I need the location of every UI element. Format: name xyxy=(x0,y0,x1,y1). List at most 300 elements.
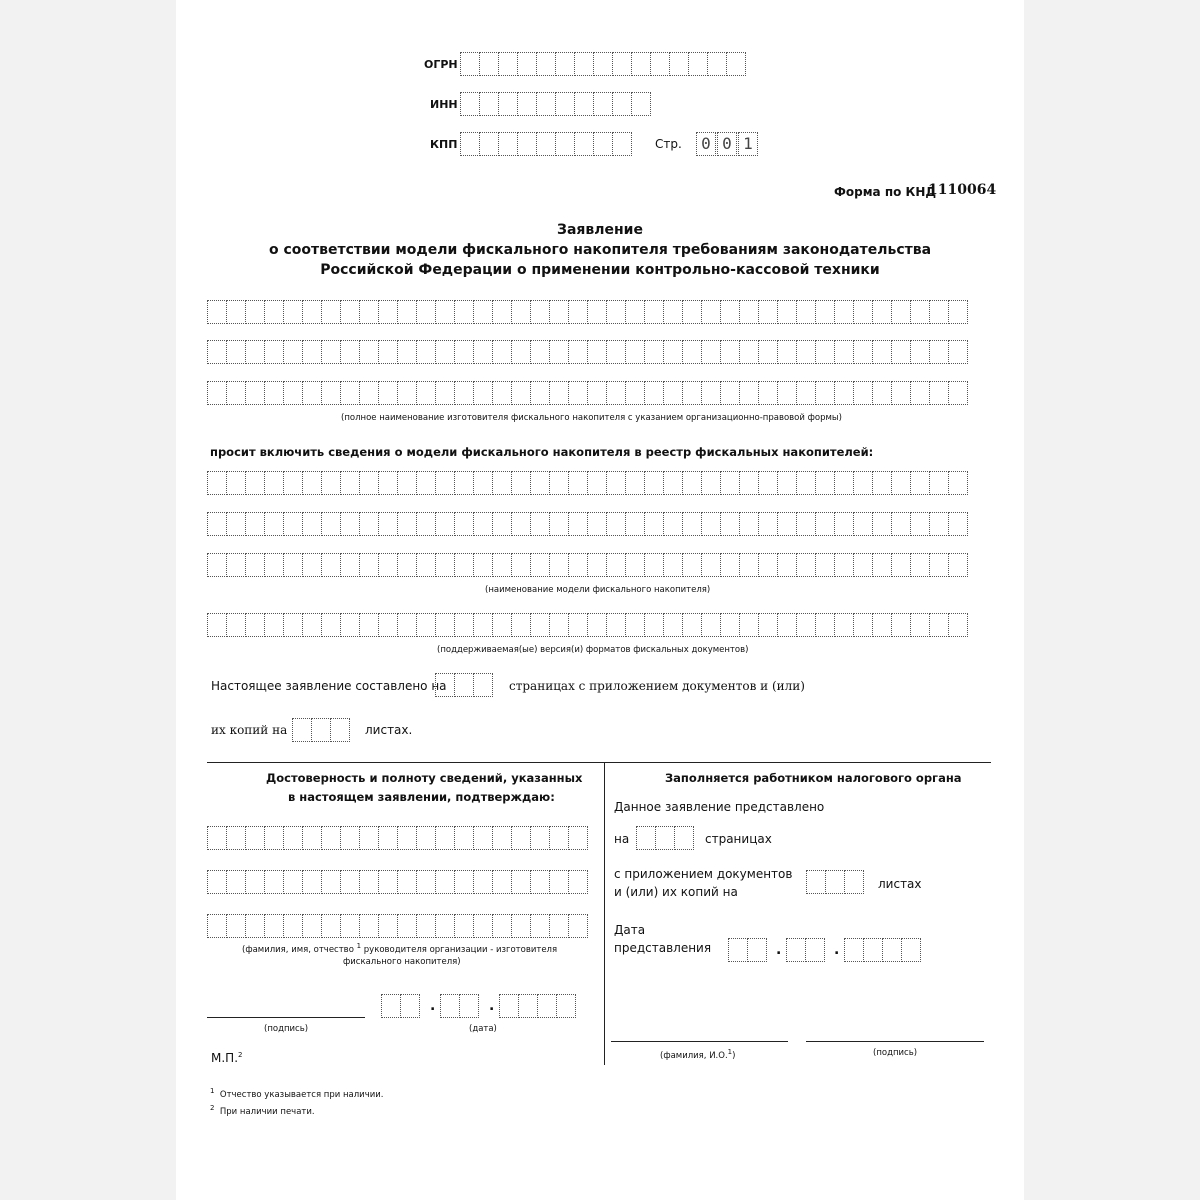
input-cell[interactable] xyxy=(949,471,968,495)
input-cell[interactable] xyxy=(806,938,825,962)
ogrn-field[interactable] xyxy=(460,52,746,76)
input-cell[interactable] xyxy=(607,300,626,324)
input-cell[interactable] xyxy=(670,52,689,76)
input-cell[interactable] xyxy=(835,300,854,324)
input-cell[interactable] xyxy=(826,870,845,894)
input-cell[interactable] xyxy=(854,340,873,364)
input-cell[interactable] xyxy=(265,300,284,324)
input-cell[interactable] xyxy=(575,52,594,76)
input-cell[interactable] xyxy=(265,340,284,364)
input-cell[interactable] xyxy=(607,340,626,364)
input-cell[interactable] xyxy=(474,914,493,938)
input-cell[interactable] xyxy=(538,994,557,1018)
input-cell[interactable] xyxy=(227,512,246,536)
input-cell[interactable] xyxy=(512,471,531,495)
input-cell[interactable] xyxy=(569,512,588,536)
input-cell[interactable] xyxy=(360,826,379,850)
input-cell[interactable] xyxy=(854,512,873,536)
input-cell[interactable] xyxy=(721,512,740,536)
input-cell[interactable] xyxy=(379,300,398,324)
input-cell[interactable] xyxy=(284,613,303,637)
input-cell[interactable] xyxy=(512,870,531,894)
input-cell[interactable] xyxy=(588,553,607,577)
input-cell[interactable] xyxy=(441,994,460,1018)
input-cell[interactable] xyxy=(379,553,398,577)
input-cell[interactable] xyxy=(379,914,398,938)
input-cell[interactable] xyxy=(607,381,626,405)
input-cell[interactable] xyxy=(807,870,826,894)
input-cell[interactable] xyxy=(778,471,797,495)
input-cell[interactable] xyxy=(398,613,417,637)
pages-count-field[interactable] xyxy=(435,673,493,697)
input-cell[interactable] xyxy=(556,132,575,156)
input-cell[interactable] xyxy=(550,300,569,324)
input-cell[interactable] xyxy=(816,300,835,324)
input-cell[interactable] xyxy=(284,300,303,324)
input-cell[interactable] xyxy=(930,340,949,364)
input-cell[interactable] xyxy=(455,340,474,364)
input-cell[interactable] xyxy=(835,512,854,536)
input-cell[interactable] xyxy=(759,300,778,324)
input-cell[interactable] xyxy=(911,471,930,495)
input-cell[interactable] xyxy=(778,300,797,324)
input-cell[interactable] xyxy=(645,553,664,577)
input-cell[interactable] xyxy=(398,512,417,536)
input-cell[interactable] xyxy=(461,92,480,116)
input-cell[interactable] xyxy=(594,92,613,116)
input-cell[interactable] xyxy=(341,381,360,405)
input-cell[interactable] xyxy=(683,512,702,536)
input-cell[interactable] xyxy=(208,381,227,405)
input-cell[interactable] xyxy=(613,92,632,116)
input-cell[interactable] xyxy=(493,512,512,536)
input-cell[interactable] xyxy=(873,300,892,324)
input-cell[interactable] xyxy=(512,826,531,850)
input-cell[interactable] xyxy=(911,553,930,577)
input-cell[interactable] xyxy=(455,381,474,405)
input-cell[interactable] xyxy=(455,471,474,495)
input-cell[interactable] xyxy=(474,826,493,850)
input-cell[interactable] xyxy=(474,512,493,536)
input-cell[interactable] xyxy=(664,340,683,364)
input-cell[interactable] xyxy=(401,994,420,1018)
input-cell[interactable] xyxy=(550,914,569,938)
input-cell[interactable] xyxy=(637,826,656,850)
input-cell[interactable] xyxy=(519,994,538,1018)
input-cell[interactable] xyxy=(284,471,303,495)
input-cell[interactable] xyxy=(322,512,341,536)
input-cell[interactable] xyxy=(729,938,748,962)
input-cell[interactable] xyxy=(379,340,398,364)
input-cell[interactable] xyxy=(613,132,632,156)
input-cell[interactable] xyxy=(632,52,651,76)
input-cell[interactable] xyxy=(645,340,664,364)
input-cell[interactable] xyxy=(455,870,474,894)
input-cell[interactable] xyxy=(721,381,740,405)
input-cell[interactable] xyxy=(575,132,594,156)
input-cell[interactable] xyxy=(930,300,949,324)
input-cell[interactable] xyxy=(303,340,322,364)
input-cell[interactable] xyxy=(322,914,341,938)
input-cell[interactable] xyxy=(284,826,303,850)
input-cell[interactable] xyxy=(341,300,360,324)
input-cell[interactable] xyxy=(759,340,778,364)
input-cell[interactable] xyxy=(740,471,759,495)
signer-name-row[interactable] xyxy=(207,870,588,894)
input-cell[interactable] xyxy=(702,300,721,324)
manufacturer-name-row[interactable] xyxy=(207,381,968,405)
input-cell[interactable] xyxy=(797,553,816,577)
input-cell[interactable] xyxy=(778,381,797,405)
input-cell[interactable] xyxy=(499,132,518,156)
input-cell[interactable] xyxy=(816,613,835,637)
input-cell[interactable] xyxy=(569,613,588,637)
input-cell[interactable] xyxy=(550,826,569,850)
input-cell[interactable] xyxy=(379,826,398,850)
input-cell[interactable] xyxy=(626,613,645,637)
input-cell[interactable] xyxy=(341,870,360,894)
input-cell[interactable] xyxy=(845,938,864,962)
date-day-field[interactable] xyxy=(381,994,420,1018)
officer-date-day-field[interactable] xyxy=(728,938,767,962)
input-cell[interactable] xyxy=(512,613,531,637)
input-cell[interactable] xyxy=(664,471,683,495)
input-cell[interactable] xyxy=(911,300,930,324)
input-cell[interactable] xyxy=(626,553,645,577)
input-cell[interactable] xyxy=(208,613,227,637)
input-cell[interactable] xyxy=(531,512,550,536)
input-cell[interactable] xyxy=(873,553,892,577)
input-cell[interactable] xyxy=(588,613,607,637)
input-cell[interactable] xyxy=(303,870,322,894)
input-cell[interactable] xyxy=(480,92,499,116)
date-month-field[interactable] xyxy=(440,994,479,1018)
input-cell[interactable] xyxy=(949,381,968,405)
input-cell[interactable] xyxy=(556,92,575,116)
input-cell[interactable] xyxy=(911,340,930,364)
input-cell[interactable] xyxy=(246,340,265,364)
input-cell[interactable] xyxy=(303,613,322,637)
input-cell[interactable] xyxy=(512,381,531,405)
input-cell[interactable] xyxy=(322,471,341,495)
input-cell[interactable] xyxy=(398,914,417,938)
input-cell[interactable] xyxy=(436,613,455,637)
input-cell[interactable] xyxy=(594,132,613,156)
input-cell[interactable] xyxy=(417,300,436,324)
input-cell[interactable] xyxy=(341,340,360,364)
input-cell[interactable] xyxy=(303,914,322,938)
input-cell[interactable] xyxy=(417,381,436,405)
input-cell[interactable] xyxy=(265,613,284,637)
input-cell[interactable] xyxy=(537,52,556,76)
input-cell[interactable] xyxy=(531,381,550,405)
input-cell[interactable] xyxy=(293,718,312,742)
input-cell[interactable] xyxy=(360,300,379,324)
input-cell[interactable] xyxy=(892,300,911,324)
input-cell[interactable] xyxy=(208,870,227,894)
input-cell[interactable] xyxy=(759,471,778,495)
input-cell[interactable] xyxy=(436,870,455,894)
input-cell[interactable] xyxy=(382,994,401,1018)
input-cell[interactable] xyxy=(702,340,721,364)
input-cell[interactable] xyxy=(740,613,759,637)
input-cell[interactable] xyxy=(740,340,759,364)
signer-name-row[interactable] xyxy=(207,826,588,850)
officer-pages-field[interactable] xyxy=(636,826,694,850)
input-cell[interactable] xyxy=(398,553,417,577)
input-cell[interactable] xyxy=(816,340,835,364)
input-cell[interactable] xyxy=(721,300,740,324)
input-cell[interactable] xyxy=(474,471,493,495)
input-cell[interactable] xyxy=(284,914,303,938)
input-cell[interactable] xyxy=(930,512,949,536)
input-cell[interactable] xyxy=(227,300,246,324)
input-cell[interactable] xyxy=(550,381,569,405)
input-cell[interactable] xyxy=(417,553,436,577)
input-cell[interactable] xyxy=(512,340,531,364)
input-cell[interactable] xyxy=(265,512,284,536)
input-cell[interactable] xyxy=(531,553,550,577)
input-cell[interactable] xyxy=(550,471,569,495)
input-cell[interactable] xyxy=(398,826,417,850)
input-cell[interactable] xyxy=(588,300,607,324)
input-cell[interactable] xyxy=(379,381,398,405)
input-cell[interactable] xyxy=(493,340,512,364)
input-cell[interactable] xyxy=(702,613,721,637)
input-cell[interactable] xyxy=(892,381,911,405)
input-cell[interactable] xyxy=(474,381,493,405)
input-cell[interactable] xyxy=(531,870,550,894)
input-cell[interactable] xyxy=(493,300,512,324)
input-cell[interactable] xyxy=(341,914,360,938)
input-cell[interactable] xyxy=(702,553,721,577)
input-cell[interactable] xyxy=(531,613,550,637)
input-cell[interactable] xyxy=(949,340,968,364)
input-cell[interactable] xyxy=(303,471,322,495)
input-cell[interactable] xyxy=(493,553,512,577)
input-cell[interactable] xyxy=(740,381,759,405)
officer-date-month-field[interactable] xyxy=(786,938,825,962)
input-cell[interactable] xyxy=(208,512,227,536)
input-cell[interactable] xyxy=(759,512,778,536)
input-cell[interactable] xyxy=(493,381,512,405)
input-cell[interactable] xyxy=(461,52,480,76)
input-cell[interactable] xyxy=(512,300,531,324)
input-cell[interactable] xyxy=(417,613,436,637)
input-cell[interactable] xyxy=(816,471,835,495)
input-cell[interactable] xyxy=(246,613,265,637)
input-cell[interactable] xyxy=(265,870,284,894)
input-cell[interactable] xyxy=(930,613,949,637)
input-cell[interactable] xyxy=(474,340,493,364)
input-cell[interactable] xyxy=(246,381,265,405)
input-cell[interactable] xyxy=(873,471,892,495)
input-cell[interactable] xyxy=(569,300,588,324)
inn-field[interactable] xyxy=(460,92,651,116)
input-cell[interactable] xyxy=(512,512,531,536)
input-cell[interactable] xyxy=(265,914,284,938)
input-cell[interactable] xyxy=(816,553,835,577)
input-cell[interactable] xyxy=(227,826,246,850)
input-cell[interactable] xyxy=(360,381,379,405)
input-cell[interactable] xyxy=(748,938,767,962)
input-cell[interactable] xyxy=(569,870,588,894)
input-cell[interactable] xyxy=(854,613,873,637)
input-cell[interactable] xyxy=(398,381,417,405)
input-cell[interactable] xyxy=(227,613,246,637)
input-cell[interactable] xyxy=(208,340,227,364)
input-cell[interactable] xyxy=(740,553,759,577)
input-cell[interactable] xyxy=(322,870,341,894)
input-cell[interactable] xyxy=(626,512,645,536)
input-cell[interactable] xyxy=(512,914,531,938)
input-cell[interactable] xyxy=(480,52,499,76)
input-cell[interactable] xyxy=(246,914,265,938)
model-name-row[interactable] xyxy=(207,471,968,495)
input-cell[interactable] xyxy=(569,340,588,364)
input-cell[interactable] xyxy=(531,826,550,850)
input-cell[interactable] xyxy=(797,471,816,495)
input-cell[interactable] xyxy=(664,300,683,324)
input-cell[interactable] xyxy=(227,553,246,577)
input-cell[interactable] xyxy=(531,471,550,495)
input-cell[interactable] xyxy=(246,471,265,495)
input-cell[interactable] xyxy=(708,52,727,76)
date-year-field[interactable] xyxy=(499,994,576,1018)
input-cell[interactable] xyxy=(702,381,721,405)
input-cell[interactable] xyxy=(797,512,816,536)
input-cell[interactable] xyxy=(557,994,576,1018)
input-cell[interactable] xyxy=(702,512,721,536)
input-cell[interactable] xyxy=(360,914,379,938)
input-cell[interactable] xyxy=(873,381,892,405)
input-cell[interactable] xyxy=(656,826,675,850)
input-cell[interactable] xyxy=(455,914,474,938)
manufacturer-name-row[interactable] xyxy=(207,340,968,364)
input-cell[interactable] xyxy=(949,512,968,536)
input-cell[interactable] xyxy=(303,381,322,405)
input-cell[interactable] xyxy=(499,52,518,76)
input-cell[interactable] xyxy=(322,826,341,850)
input-cell[interactable] xyxy=(721,553,740,577)
input-cell[interactable] xyxy=(816,512,835,536)
input-cell[interactable] xyxy=(845,870,864,894)
input-cell[interactable] xyxy=(873,613,892,637)
input-cell[interactable] xyxy=(436,553,455,577)
input-cell[interactable] xyxy=(883,938,902,962)
input-cell[interactable] xyxy=(835,553,854,577)
input-cell[interactable] xyxy=(864,938,883,962)
input-cell[interactable] xyxy=(778,553,797,577)
input-cell[interactable] xyxy=(721,471,740,495)
input-cell[interactable] xyxy=(322,381,341,405)
input-cell[interactable] xyxy=(683,300,702,324)
input-cell[interactable] xyxy=(645,512,664,536)
input-cell[interactable] xyxy=(265,553,284,577)
input-cell[interactable] xyxy=(493,870,512,894)
officer-sheets-field[interactable] xyxy=(806,870,864,894)
input-cell[interactable] xyxy=(675,826,694,850)
input-cell[interactable] xyxy=(455,553,474,577)
input-cell[interactable] xyxy=(797,613,816,637)
input-cell[interactable] xyxy=(645,613,664,637)
input-cell[interactable] xyxy=(331,718,350,742)
input-cell[interactable] xyxy=(265,471,284,495)
input-cell[interactable] xyxy=(518,92,537,116)
input-cell[interactable] xyxy=(518,52,537,76)
input-cell[interactable] xyxy=(379,870,398,894)
input-cell[interactable] xyxy=(759,553,778,577)
input-cell[interactable] xyxy=(227,914,246,938)
input-cell[interactable] xyxy=(436,826,455,850)
input-cell[interactable] xyxy=(930,381,949,405)
copies-count-field[interactable] xyxy=(292,718,350,742)
input-cell[interactable] xyxy=(607,471,626,495)
input-cell[interactable] xyxy=(740,512,759,536)
input-cell[interactable] xyxy=(664,512,683,536)
input-cell[interactable] xyxy=(461,132,480,156)
input-cell[interactable] xyxy=(246,870,265,894)
input-cell[interactable] xyxy=(854,471,873,495)
input-cell[interactable] xyxy=(246,553,265,577)
input-cell[interactable] xyxy=(569,381,588,405)
input-cell[interactable] xyxy=(588,381,607,405)
input-cell[interactable] xyxy=(740,300,759,324)
input-cell[interactable] xyxy=(436,914,455,938)
input-cell[interactable] xyxy=(651,52,670,76)
input-cell[interactable] xyxy=(835,613,854,637)
input-cell[interactable] xyxy=(816,381,835,405)
input-cell[interactable] xyxy=(721,340,740,364)
input-cell[interactable] xyxy=(322,340,341,364)
input-cell[interactable] xyxy=(626,471,645,495)
input-cell[interactable] xyxy=(493,826,512,850)
input-cell[interactable] xyxy=(398,870,417,894)
officer-date-year-field[interactable] xyxy=(844,938,921,962)
input-cell[interactable] xyxy=(303,553,322,577)
input-cell[interactable] xyxy=(778,613,797,637)
input-cell[interactable] xyxy=(284,340,303,364)
input-cell[interactable] xyxy=(360,553,379,577)
input-cell[interactable] xyxy=(518,132,537,156)
input-cell[interactable] xyxy=(854,300,873,324)
input-cell[interactable] xyxy=(322,300,341,324)
input-cell[interactable] xyxy=(208,826,227,850)
input-cell[interactable] xyxy=(227,340,246,364)
input-cell[interactable] xyxy=(227,870,246,894)
input-cell[interactable] xyxy=(787,938,806,962)
input-cell[interactable] xyxy=(892,613,911,637)
input-cell[interactable] xyxy=(436,471,455,495)
input-cell[interactable] xyxy=(588,340,607,364)
input-cell[interactable] xyxy=(436,381,455,405)
input-cell[interactable] xyxy=(360,870,379,894)
input-cell[interactable] xyxy=(455,512,474,536)
input-cell[interactable] xyxy=(474,300,493,324)
input-cell[interactable] xyxy=(284,381,303,405)
input-cell[interactable] xyxy=(613,52,632,76)
input-cell[interactable] xyxy=(626,300,645,324)
kpp-field[interactable] xyxy=(460,132,632,156)
signer-name-row[interactable] xyxy=(207,914,588,938)
input-cell[interactable] xyxy=(854,553,873,577)
input-cell[interactable] xyxy=(303,512,322,536)
input-cell[interactable] xyxy=(689,52,708,76)
input-cell[interactable] xyxy=(398,340,417,364)
input-cell[interactable] xyxy=(531,914,550,938)
input-cell[interactable] xyxy=(911,381,930,405)
input-cell[interactable] xyxy=(683,381,702,405)
